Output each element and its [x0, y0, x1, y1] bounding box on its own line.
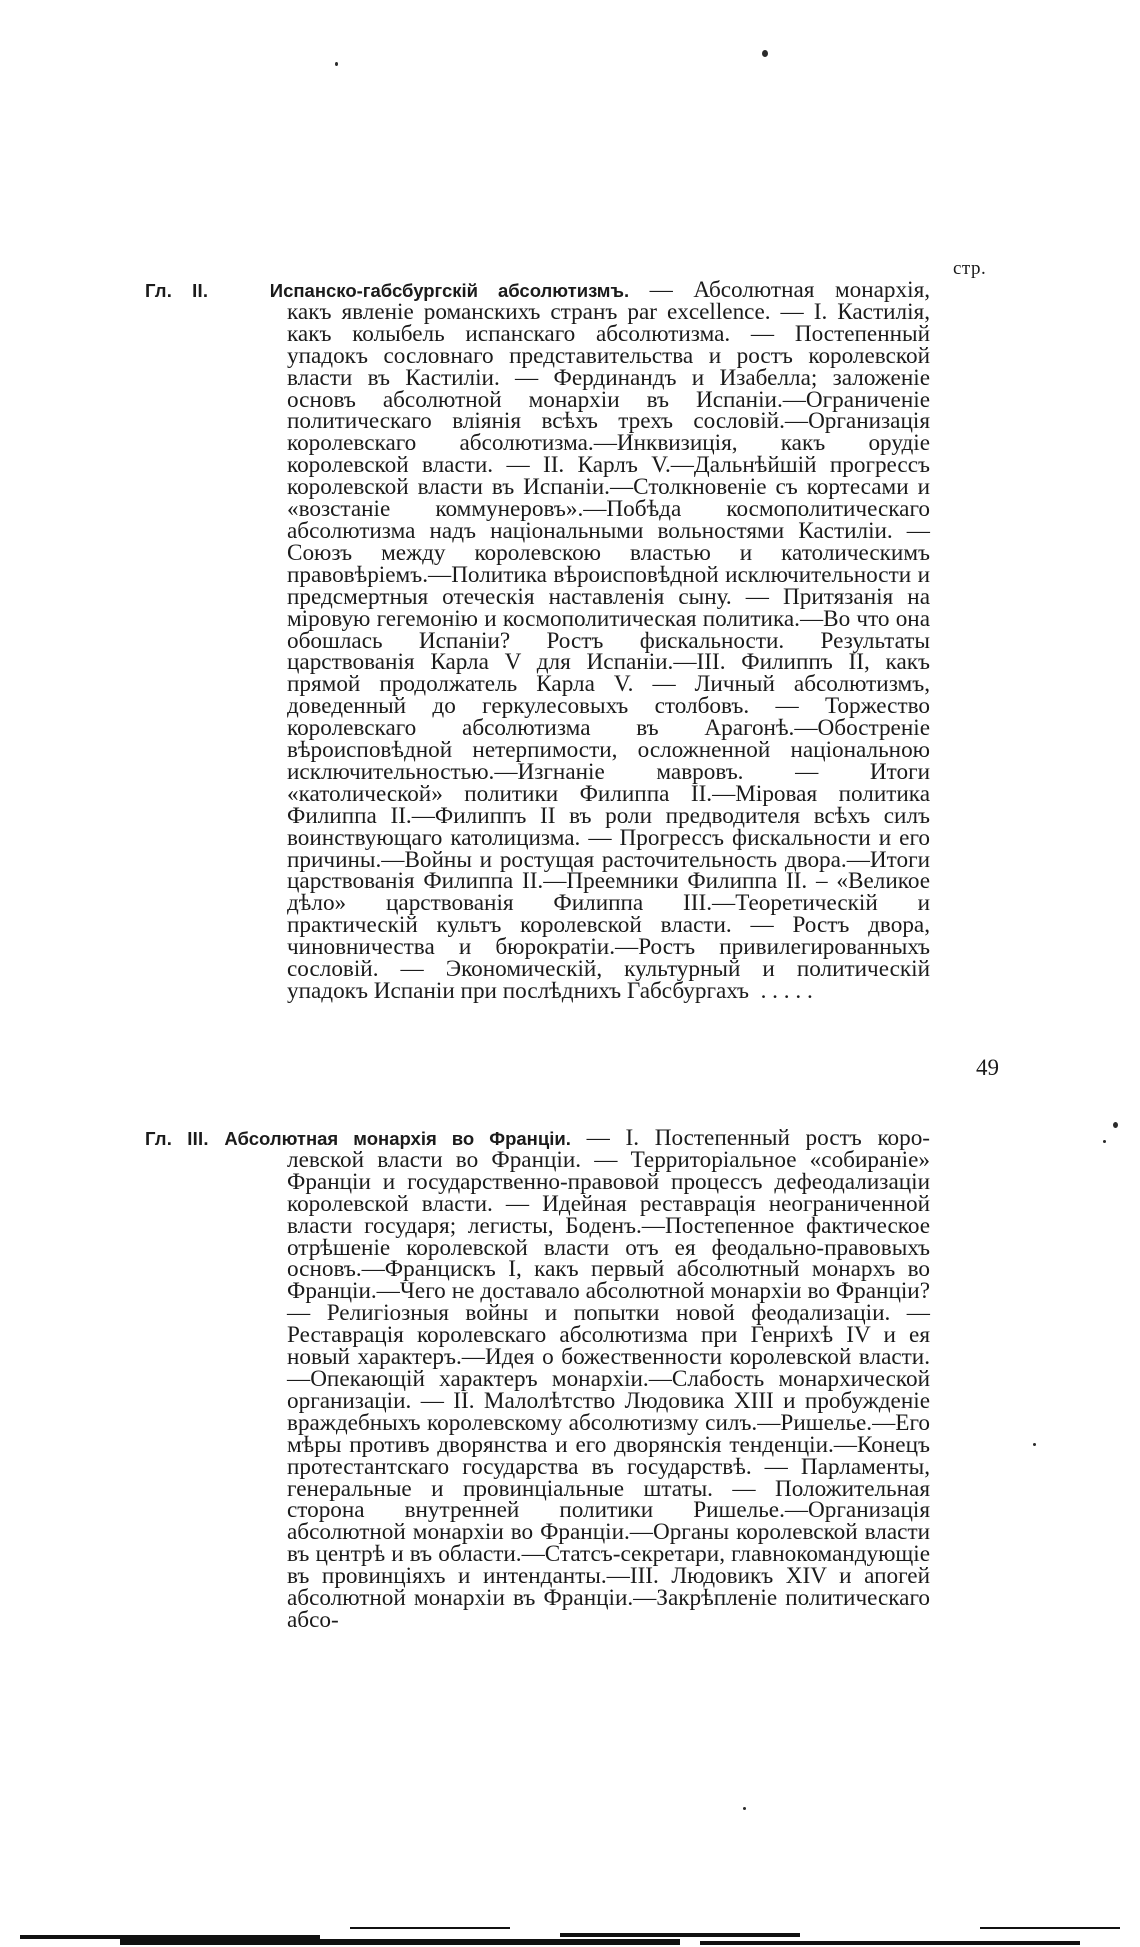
chapter-heading: Абсолютная монархія во Франціи. [224, 1128, 571, 1149]
chapter-heading: Испанско-габсбургскій абсолютизмъ. [269, 280, 630, 301]
chapter-summary-text: какъ явленіе романскихъ странъ par excellence. — I. Кастилія, какъ колыбель испанскаго абсолютизма. — Постепенный упадокъ сословнаго представительства и ростъ королевской власти въ Кастиліи. — Фердинандъ и Изабелла; заложеніе основъ абсолютной монархіи въ Испаніи.—Ограниченіе политическаго вліянія всѣхъ трехъ сословій.—Организація королевскаго абсолютизма.—Инквизиція, какъ орудіе королевской власти. — II. Карлъ V.—Дальнѣйшій прогрессъ королевской власти въ Испаніи.—Столкновеніе съ кортесами и «возстаніе коммунеровъ».—Побѣда космополитическаго абсолютизма надъ національными вольностями Кастиліи. — Союзъ между королевскою властью и католическимъ правовѣріемъ.—Политика вѣроисповѣдной исключительности и предсмертныя отеческія наставленія сыну. — Притязанія на міровую гегемонію и космополитическая политика.—Во что она обошлась Испаніи? Ростъ фискальности. Результаты царствованія Карла V для Испаніи.—III. Филиппъ II, какъ прямой продолжатель Карла V. — Личный абсолютизмъ, доведенный до геркулесовыхъ столбовъ. — Торжество королевскаго абсолютизма въ Арагонѣ.—Обостреніе вѣроисповѣдной нетерпимости, осложненной національною исключительностью.—Изгнаніе мавровъ. — Итоги «католической» политики Филиппа II.—Міровая политика Филиппа II.—Филиппъ II въ роли предводителя всѣхъ силъ воинствующаго католицизма. — Прогрессъ фискальности и его причины.—Войны и ростущая расточительность двора.—Итоги царствованія Филиппа II.—Преемники Филиппа II. – «Великое дѣло» царствованія Филиппа III.—Теоретическій и практическій культъ королевской власти. — Ростъ двора, чиновничества и бюрократіи.—Ростъ привилегированныхъ сословій. — Экономическій, культурный и политическій упадокъ Испаніи при послѣднихъ Габсбургахъ [287, 298, 930, 1004]
chapter-entry-3 [145, 1125, 931, 1633]
scan-edge [0, 1917, 1140, 1947]
chapter-number: Гл. II. [145, 280, 209, 301]
scan-speck [743, 1807, 746, 1810]
chapter-entry-2 [145, 277, 931, 1004]
scan-speck [1033, 1443, 1036, 1446]
chapter-page-number: 49 [976, 1055, 999, 1080]
chapter-summary [287, 298, 930, 1004]
scan-speck [1103, 1140, 1106, 1143]
scan-speck [762, 50, 768, 57]
page-column-label: стр. [953, 258, 987, 279]
chapter-first-line-text: — Абсолютная монархія, [649, 277, 931, 303]
chapter-first-line-text: — I. Постепенный ростъ коро- [586, 1125, 931, 1151]
dot-leader: . . . . . [760, 978, 813, 1004]
chapter-number: Гл. III. [145, 1128, 209, 1149]
scan-speck [1113, 1122, 1118, 1128]
chapter-summary: левской власти во Франціи. — Территоріальное «собираніе» Франціи и государственно-правовой процессъ дефеодализаціи королевской власти. — Идейная реставрація неограниченной власти государя; легисты, Боденъ.—Постепенное фактическое отрѣшеніе королевской власти отъ ея феодально-правовыхъ основъ.—Францискъ I, какъ первый абсолютный монархъ во Франціи.—Чего не доставало абсолютной монархіи во Франціи? — Религіозныя войны и попытки новой феодализаціи. — Реставрація королевскаго абсолютизма при Генрихѣ IV и ея новый характеръ.—Идея о божественности королевской власти.—Опекающій характеръ монархіи.—Слабость монархической организаціи. — II. Малолѣтство Людовика XIII и пробужденіе враждебныхъ королевскому абсолютизму силъ.—Ришелье.—Его мѣры противъ дворянства и его дворянскія тенденціи.—Конецъ протестантскаго государства въ государствѣ. — Парламенты, генеральные и провинціальные штаты. — Положительная сторона внутренней политики Ришелье.—Организація абсолютной монархіи во Франціи.—Органы королевской власти въ центрѣ и въ области.—Статсъ-секретари, главнокомандующіе въ провинціяхъ и интенданты.—III. Людовикъ XIV и апогей абсолютной монархіи въ Франціи.—Закрѣпленіе политическаго абсо- [287, 1146, 930, 1633]
scan-speck [335, 62, 338, 66]
